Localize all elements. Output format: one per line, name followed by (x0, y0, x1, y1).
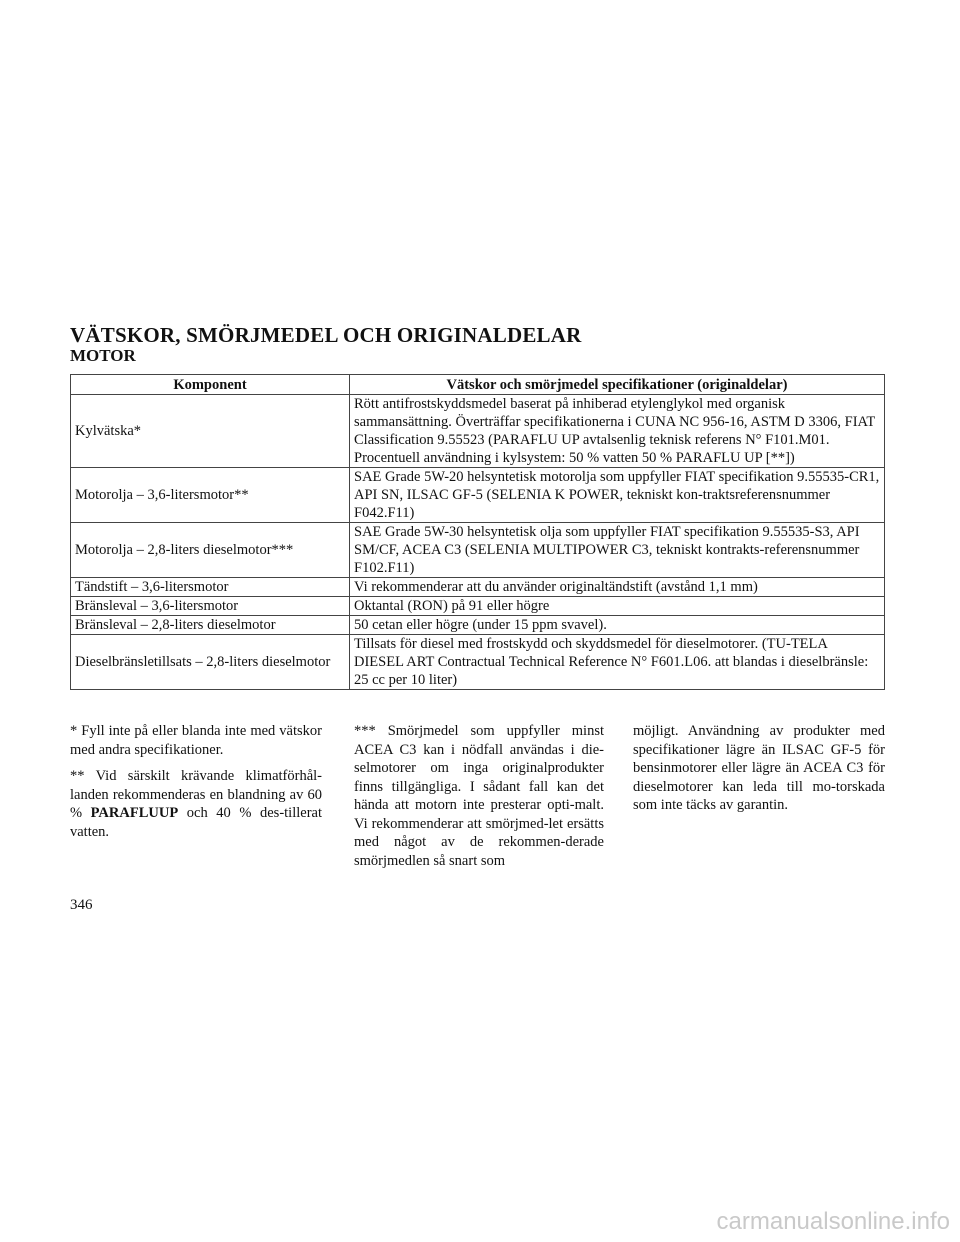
component-cell: Kylvätska* (71, 395, 350, 468)
table-header-row (71, 375, 885, 395)
table-row (71, 523, 885, 578)
footnote-text: ** Vid särskilt krävande klimatförhål-landen rekommenderas en blandning av 60 % (70, 768, 322, 821)
page-number: 346 (70, 897, 93, 913)
column-header-component: Komponent (71, 375, 350, 395)
table-row (71, 578, 885, 597)
table-row (71, 395, 885, 468)
section-title: VÄTSKOR, SMÖRJMEDEL OCH ORIGINALDELAR (70, 323, 582, 347)
component-cell: Motorolja – 3,6-litersmotor** (71, 468, 350, 523)
component-cell: Dieselbränsletillsats – 2,8-liters dieselmotor (71, 635, 350, 690)
spec-cell: Oktantal (RON) på 91 eller högre (350, 597, 885, 616)
table-row (71, 597, 885, 616)
footnote-triple-asterisk: *** Smörjmedel som uppfyller minst ACEA C3 kan i nödfall användas i die-selmotorer om inga originalprodukter finns tillgängliga. I sådant fall kan det hända att motorn inte presterar opti-malt. Vi rekommenderar att smörjmed-let ersätts med något av de rekommen-derade smörjmedlen så snart som (354, 723, 604, 869)
table-row (71, 468, 885, 523)
subsection-title: MOTOR (70, 346, 136, 365)
table-row (71, 616, 885, 635)
spec-cell: 50 cetan eller högre (under 15 ppm svavel). (350, 616, 885, 635)
spec-cell: Tillsats för diesel med frostskydd och skyddsmedel för dieselmotorer. (TU-TELA DIESEL ART Contractual Technical Reference N° F601.L06. att blandas i dieselbränsle: 25 cc per 10 liter) (350, 635, 885, 690)
notes-column-1 (70, 722, 322, 849)
footnote-single-asterisk: * Fyll inte på eller blanda inte med vätskor med andra specifikationer. (70, 723, 322, 758)
spec-cell: Vi rekommenderar att du använder originaltändstift (avstånd 1,1 mm) (350, 578, 885, 597)
footnote-double-asterisk (70, 767, 322, 841)
component-cell: Motorolja – 2,8-liters dieselmotor*** (71, 523, 350, 578)
footnote-triple-asterisk-continued: möjligt. Användning av produkter med specifikationer lägre än ILSAC GF-5 för bensinmotorer eller lägre än ACEA C3 för dieselmotorer kan leda till mo-torskada som inte täcks av garantin. (633, 723, 885, 813)
fluids-spec-table (70, 374, 885, 690)
spec-cell: SAE Grade 5W-30 helsyntetisk olja som uppfyller FIAT specifikation 9.55535-S3, API SM/CF, ACEA C3 (SELENIA MULTIPOWER C3, tekniskt kontrakts-referensnummer F102.F11) (350, 523, 885, 578)
column-header-spec: Vätskor och smörjmedel specifikationer (originaldelar) (350, 375, 885, 395)
component-cell: Bränsleval – 2,8-liters dieselmotor (71, 616, 350, 635)
product-name: PARAFLUUP (90, 805, 179, 821)
footnote-text: och 40 % des-tillerat vatten. (70, 805, 322, 840)
watermark-text: carmanualsonline.info (716, 1208, 950, 1235)
component-cell: Tändstift – 3,6-litersmotor (71, 578, 350, 597)
notes-column-3 (633, 722, 885, 823)
table-row (71, 635, 885, 690)
spec-cell: Rött antifrostskyddsmedel baserat på inhiberad etylenglykol med organisk sammansättning. Överträffar specifikationerna i CUNA NC 956-16, ASTM D 3306, FIAT Classification 9.55523 (PARAFLU UP avtalsenlig teknisk referens N° F101.M01. Procentuell användning i kylsystem: 50 % vatten 50 % PARAFLU UP [**]) (350, 395, 885, 468)
spec-cell: SAE Grade 5W-20 helsyntetisk motorolja som uppfyller FIAT specifikation 9.55535-CR1, API SN, ILSAC GF-5 (SELENIA K POWER, tekniskt kon-traktsreferensnummer F042.F11) (350, 468, 885, 523)
component-cell: Bränsleval – 3,6-litersmotor (71, 597, 350, 616)
notes-column-2 (354, 722, 604, 878)
